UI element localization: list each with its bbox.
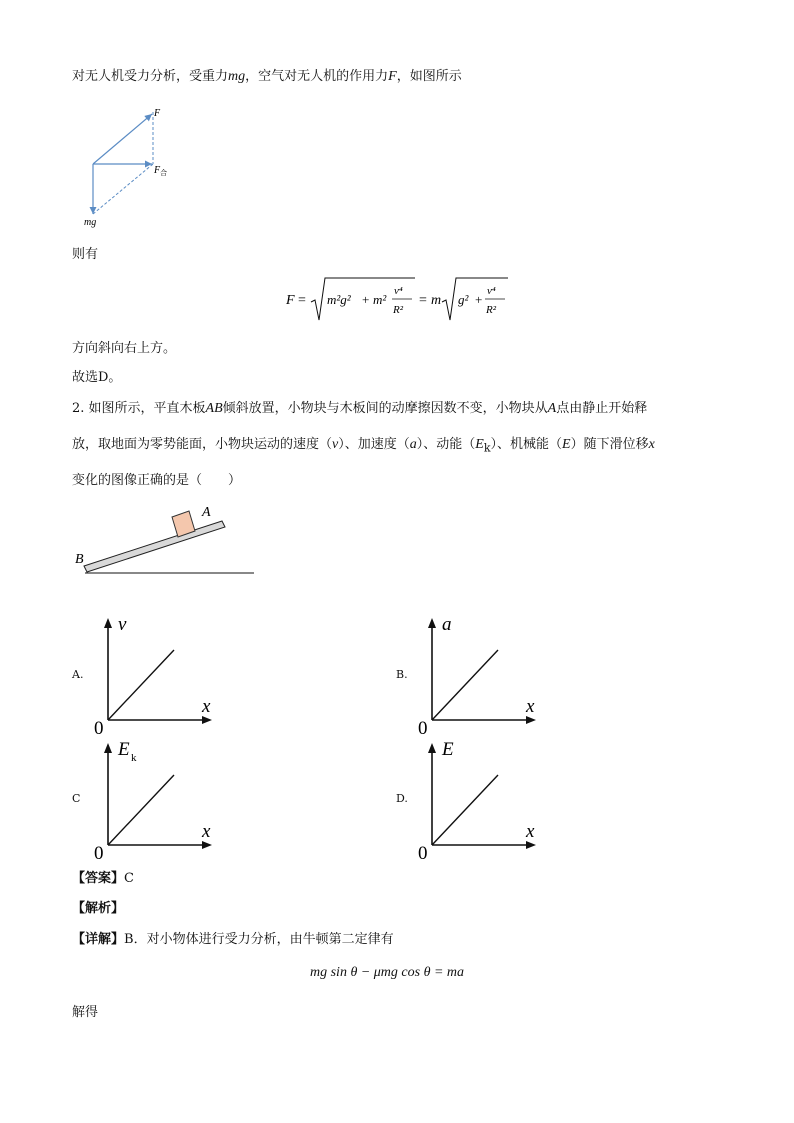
option-letter-1: A. (72, 668, 84, 681)
y-axis-arrow (428, 618, 436, 628)
q2-A: A (547, 401, 557, 416)
question2-line2 (72, 436, 655, 458)
formula-F (280, 272, 520, 328)
option-graph-3 (90, 735, 240, 860)
y-axis-label-sub: k (131, 752, 137, 764)
q2-x: x (648, 437, 655, 452)
y-axis-arrow (428, 743, 436, 753)
F-symbol: F (388, 69, 397, 84)
detail-text: B．对小物体进行受力分析，由牛顿第二定律有 (124, 932, 394, 947)
formula-v4b: v⁴ (487, 285, 496, 297)
question2-line1 (72, 400, 647, 418)
x-axis-arrow (526, 716, 536, 724)
x-axis-label: x (202, 821, 211, 842)
mg-symbol: mg (228, 69, 246, 84)
detail-tag: 【详解】 (72, 932, 125, 947)
label-B: B (75, 552, 84, 567)
answer-tag: 【答案】 (72, 871, 125, 886)
intro-text-3: ，如图所示 (396, 69, 462, 84)
formula-eq-2: = (419, 293, 427, 308)
formula-F-lhs: F (286, 293, 295, 308)
jiede-text: 解得 (72, 1005, 99, 1020)
intro-line (72, 68, 462, 86)
q2-Ek-sub: k (483, 441, 491, 455)
question2-line3: 变化的图像正确的是（ ） (72, 473, 242, 488)
formula-newton: mg sin θ − μmg cos θ = ma (310, 965, 465, 980)
intro-text-1: 对无人机受力分析，受重力 (72, 69, 229, 84)
choose-D-text: 故选D。 (72, 370, 122, 385)
x-axis-arrow (526, 841, 536, 849)
formula-plus-2: + (475, 292, 483, 307)
label-F-net: $F_合$ (154, 165, 168, 177)
label-mg: mg (84, 217, 97, 228)
formula-R2: R² (393, 304, 404, 316)
q2-l2-d: ）、机械能（ (490, 437, 563, 452)
x-axis-label: x (526, 696, 535, 717)
q2-l1-c: 点由静止开始释 (556, 401, 648, 416)
force-F-arrow (93, 114, 152, 164)
q2-l1-b: 倾斜放置，小物块与木板间的动摩擦因数不变，小物块从 (222, 401, 548, 416)
option-letter-2: B. (396, 668, 408, 681)
y-axis-label: a (442, 614, 452, 635)
origin-label: 0 (418, 718, 428, 735)
analysis-tag: 【解析】 (72, 901, 125, 916)
y-axis-arrow (104, 743, 112, 753)
graph-line (108, 775, 174, 845)
formula-m2g2: m²g² (327, 292, 351, 307)
formula-v4: v⁴ (394, 285, 403, 297)
option-graph-2 (414, 610, 564, 735)
q2-E: E (562, 437, 571, 452)
q2-l1-a: 2. 如图所示，平直木板 (72, 401, 206, 416)
formula-m2: m² (373, 292, 387, 307)
q2-a: a (409, 437, 417, 452)
formula-g2: g² (458, 292, 469, 307)
formula-plus-1: + (362, 292, 370, 307)
option-graph-1 (90, 610, 240, 735)
answer-value: C (124, 871, 134, 886)
option-letter-4: D. (396, 792, 408, 805)
y-axis-label: v (118, 614, 127, 635)
formula-eq-1: = (298, 293, 306, 308)
dashed-diagonal (93, 164, 153, 214)
option-graph-4 (414, 735, 564, 860)
q2-v: v (332, 437, 339, 452)
formula-m: m (431, 293, 442, 308)
graph-line (432, 650, 498, 720)
x-axis-label: x (526, 821, 535, 842)
formula-R2b: R² (486, 304, 497, 316)
detail-line (72, 931, 394, 949)
q2-AB: AB (205, 401, 223, 416)
q2-l2-c: ）、动能（ (416, 437, 476, 452)
x-axis-label: x (202, 696, 211, 717)
q2-Ek: E (475, 437, 484, 452)
y-axis-arrow (104, 618, 112, 628)
origin-label: 0 (418, 843, 428, 860)
label-A: A (202, 505, 211, 520)
label-F: F (154, 108, 161, 119)
x-axis-arrow (202, 841, 212, 849)
x-axis-arrow (202, 716, 212, 724)
zeyou-text: 则有 (72, 247, 99, 262)
origin-label: 0 (94, 843, 104, 860)
q2-l2-b: ）、加速度（ (338, 437, 410, 452)
answer-line (72, 870, 134, 888)
intro-text-2: ，空气对无人机的作用力 (245, 69, 389, 84)
graph-line (432, 775, 498, 845)
force-diagram (80, 100, 200, 230)
direction-text: 方向斜向右上方。 (72, 341, 177, 356)
wooden-board (84, 521, 225, 572)
y-axis-label: E (118, 739, 130, 760)
q2-l2-e: ）随下滑位移 (570, 437, 649, 452)
y-axis-label: E (442, 739, 454, 760)
option-letter-3: C (72, 792, 81, 805)
graph-line (108, 650, 174, 720)
origin-label: 0 (94, 718, 104, 735)
q2-l2-a: 放，取地面为零势能面，小物块运动的速度（ (72, 437, 333, 452)
incline-diagram (70, 500, 260, 580)
